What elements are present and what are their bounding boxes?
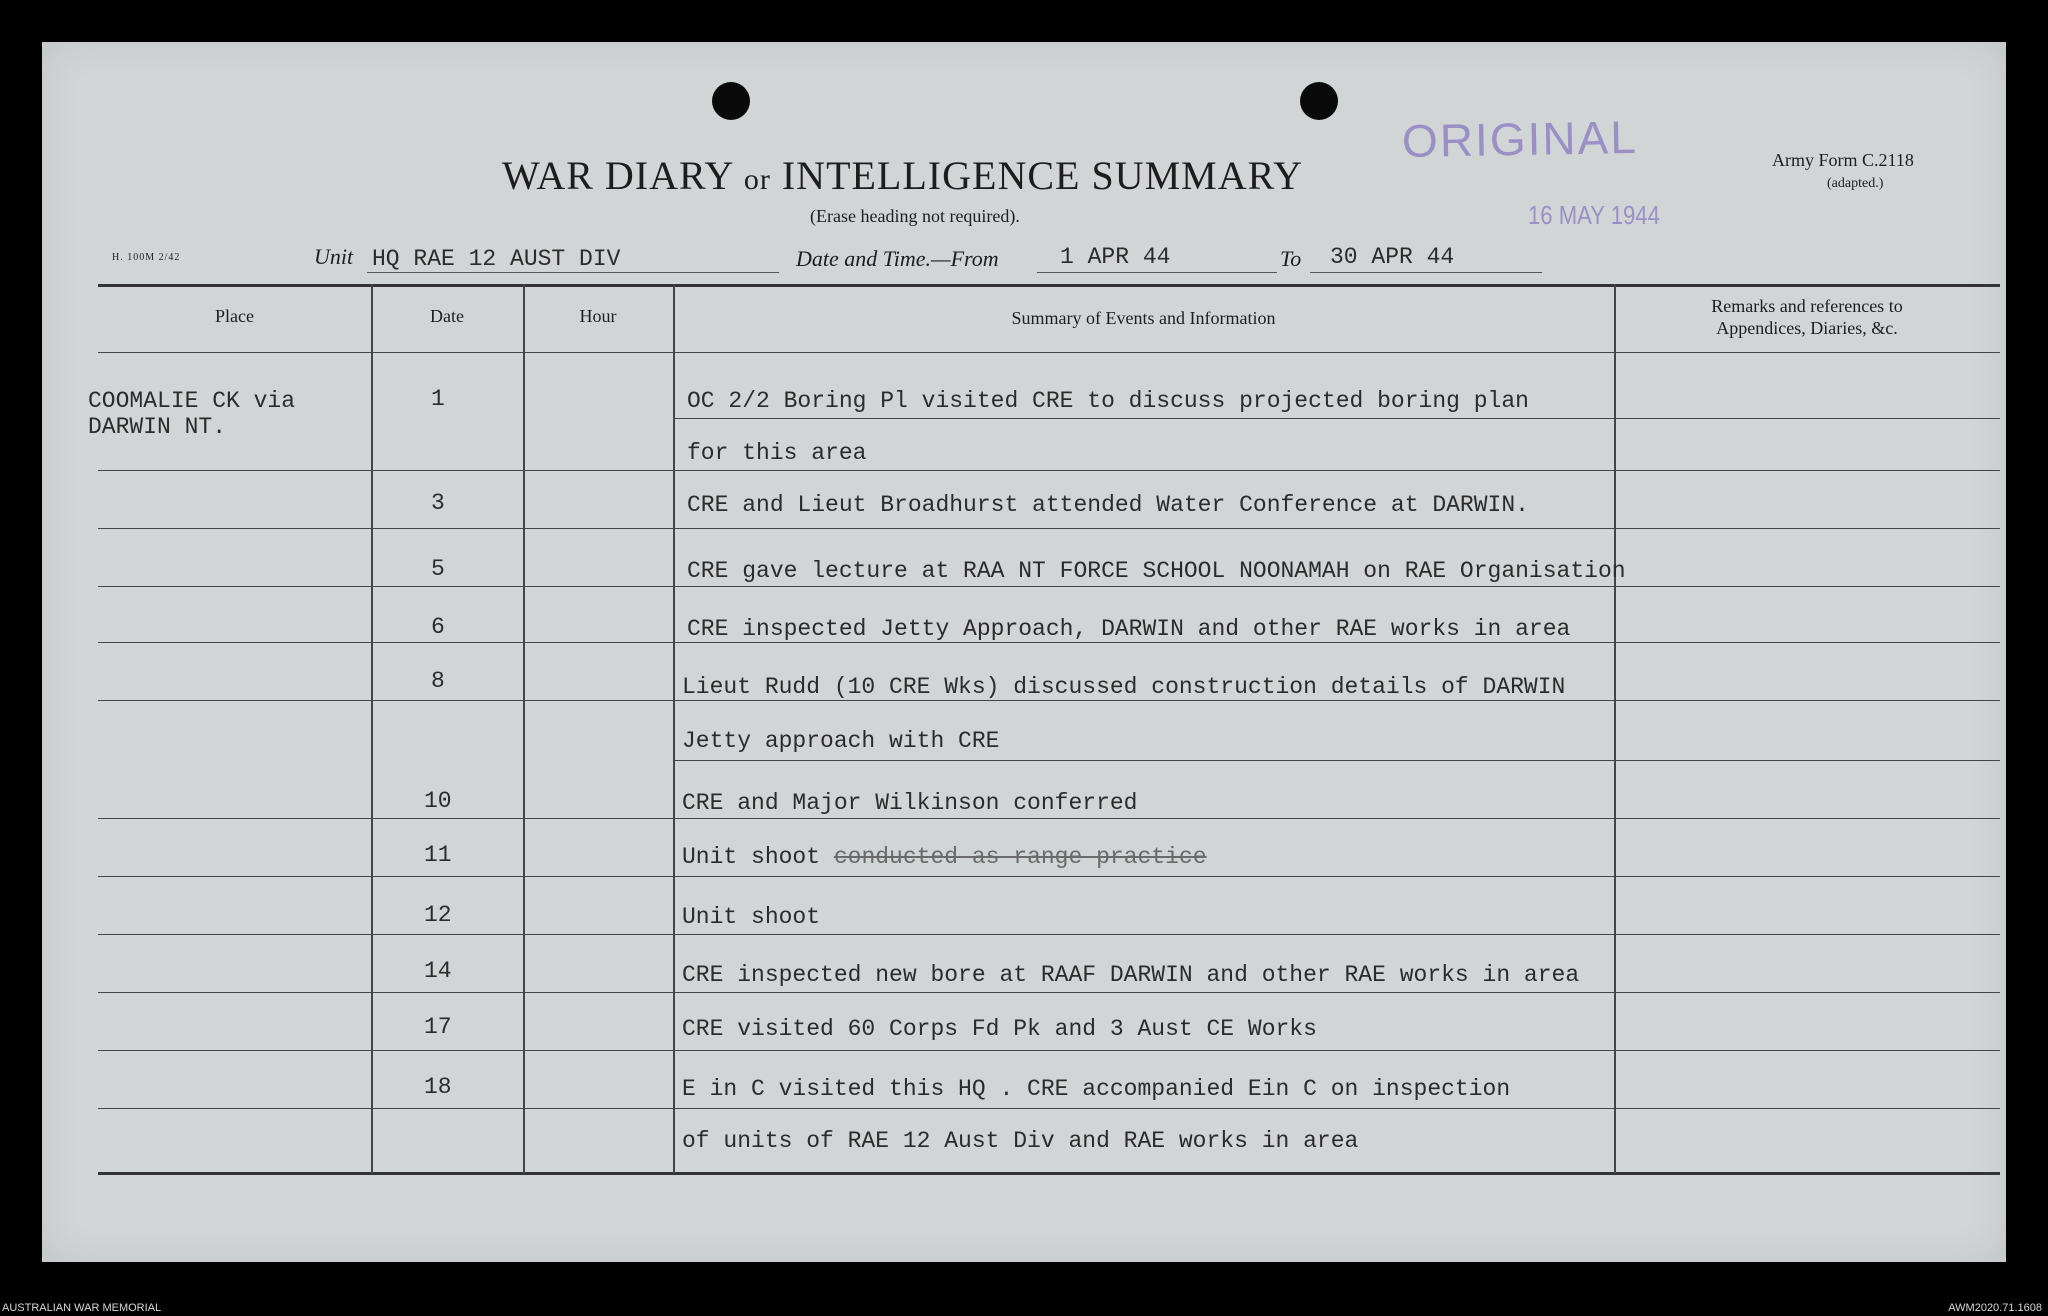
title-right: INTELLIGENCE SUMMARY: [781, 153, 1303, 198]
entry-text-struck: conducted as range practice: [833, 844, 1207, 870]
entry-text: Jetty approach with CRE: [682, 728, 1000, 754]
header-summary: Summary of Events and Information: [1011, 308, 1276, 328]
entry-date: 12: [424, 902, 452, 928]
entry-date: 10: [424, 788, 452, 814]
entry-date: 8: [431, 668, 445, 694]
title-or: or: [743, 163, 771, 196]
header-remarks-line2: Appendices, Diaries, &c.: [1716, 318, 1898, 338]
header-date: Date: [430, 306, 464, 326]
received-date-stamp: 16 MAY 1944: [1528, 200, 1660, 230]
punch-hole-left: [712, 82, 750, 120]
header-hour: Hour: [579, 306, 617, 326]
header-remarks-line1: Remarks and references to: [1711, 296, 1903, 316]
entry-text: [682, 844, 1207, 870]
date-to-value: 30 APR 44: [1330, 244, 1455, 270]
header-place: Place: [215, 306, 254, 326]
entry-text: OC 2/2 Boring Pl visited CRE to discuss projected boring plan: [687, 388, 1529, 414]
footer-accession-number: AWM2020.71.1608: [1948, 1302, 2042, 1314]
entry-date: 3: [431, 490, 445, 516]
entry-text: of units of RAE 12 Aust Div and RAE works in area: [682, 1128, 1359, 1154]
entry-text: CRE and Lieut Broadhurst attended Water Conference at DARWIN.: [687, 492, 1529, 518]
entry-text: CRE and Major Wilkinson conferred: [682, 790, 1138, 816]
date-from-value: 1 APR 44: [1060, 244, 1171, 270]
adapted-note: (adapted.): [1827, 176, 1884, 191]
entry-date: 18: [424, 1074, 452, 1100]
place-line-2: DARWIN NT.: [88, 414, 227, 440]
entry-date: 5: [431, 556, 445, 582]
entry-text: CRE visited 60 Corps Fd Pk and 3 Aust CE Works: [682, 1016, 1317, 1042]
original-stamp: ORIGINAL: [1401, 110, 1639, 168]
entry-text-main: Unit shoot: [682, 844, 821, 870]
entry-date: 17: [424, 1014, 452, 1040]
entry-text: Lieut Rudd (10 CRE Wks) discussed construction details of DARWIN: [682, 674, 1566, 700]
entry-date: 11: [424, 842, 452, 868]
footer-institution: AUSTRALIAN WAR MEMORIAL: [2, 1302, 162, 1314]
punch-hole-right: [1300, 82, 1338, 120]
entry-text: for this area: [687, 440, 867, 466]
print-code: H. 100M 2/42: [112, 252, 181, 263]
entry-date: 1: [431, 386, 445, 412]
erase-note: (Erase heading not required).: [810, 206, 1020, 226]
place-line-1: COOMALIE CK via: [88, 388, 296, 414]
entry-text: CRE inspected Jetty Approach, DARWIN and other RAE works in area: [687, 616, 1571, 642]
date-from-label: Date and Time.—From: [796, 246, 999, 271]
entry-text: Unit shoot: [682, 904, 821, 930]
entry-text: CRE inspected new bore at RAAF DARWIN and other RAE works in area: [682, 962, 1580, 988]
diary-sheet: [42, 42, 2006, 1262]
page-title: [502, 152, 1303, 199]
entry-text: E in C visited this HQ . CRE accompanied Ein C on inspection: [682, 1076, 1511, 1102]
entry-text: CRE gave lecture at RAA NT FORCE SCHOOL NOONAMAH on RAE Organisation: [687, 558, 1626, 584]
army-form-number: Army Form C.2118: [1772, 150, 1914, 170]
entry-date: 6: [431, 614, 445, 640]
title-left: WAR DIARY: [502, 153, 733, 198]
date-to-label: To: [1280, 246, 1302, 271]
unit-value: HQ RAE 12 AUST DIV: [372, 246, 621, 272]
unit-label: Unit: [314, 244, 354, 269]
entry-date: 14: [424, 958, 452, 984]
